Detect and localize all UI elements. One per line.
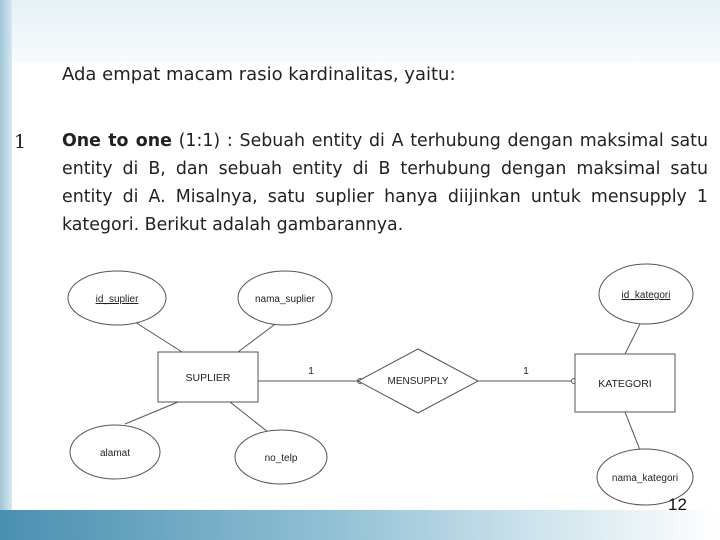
relationship-label: MENSUPPLY [387,376,449,387]
cardinality-right: 1 [523,366,529,377]
attr-label-alamat: alamat [99,448,131,459]
line-nama-suplier [238,322,278,352]
attr-label-nama-kategori: nama_kategori [611,473,679,484]
line-no-telp [230,402,268,432]
line-id-kategori [625,324,640,354]
cardinality-left: 1 [308,366,314,377]
list-item-description: (1:1) : Sebuah entity di A terhubung dengan maksimal satu entity di B, dan sebuah entity di B terhubung dengan maksimal satu entity di A. Misalnya, satu suplier hanya diijinkan untuk mensupply 1 kategori. Berikut adalah gambarannya. [62,131,709,235]
entity-label-suplier: SUPLIER [185,372,231,384]
line-nama-kategori [625,412,640,450]
list-item-number: 1 [14,131,27,153]
entity-label-kategori: KATEGORI [598,378,652,390]
attr-label-id-suplier: id_suplier [95,294,139,305]
attr-label-id-kategori: id_kategori [621,290,671,301]
intro-text: Ada empat macam rasio kardinalitas, yaitu: [62,64,456,85]
line-id-suplier [135,322,182,352]
list-item-term: One to one [62,131,172,151]
line-alamat [125,402,178,424]
attr-label-no-telp: no_telp [264,453,298,464]
attr-label-nama-suplier: nama_suplier [254,294,316,305]
page-number: 12 [668,495,687,514]
